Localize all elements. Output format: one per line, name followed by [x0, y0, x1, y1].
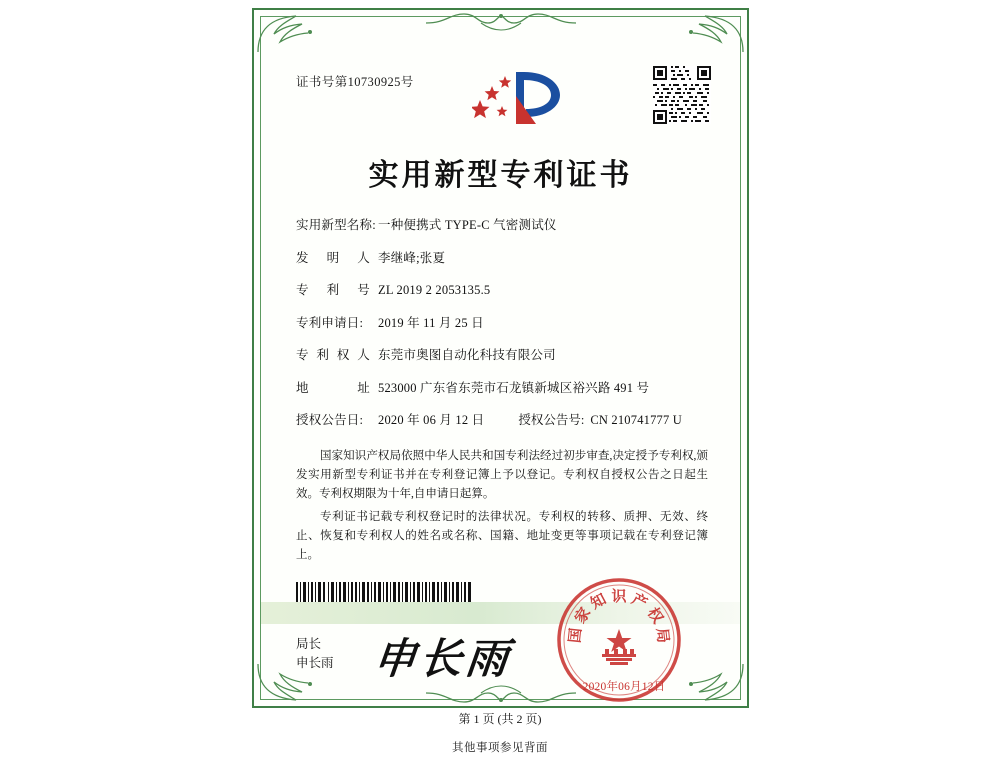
seal-date: 2020年06月12日	[582, 681, 666, 693]
field-list	[296, 215, 716, 443]
legal-text	[296, 447, 708, 569]
field-label: 地址	[296, 380, 370, 395]
field-value: ZL 2019 2 2053135.5	[378, 283, 491, 297]
director-title: 局长	[296, 637, 322, 651]
field-row-grant-announcement	[296, 410, 716, 428]
legal-paragraph-2: 专利证书记载专利权登记时的法律状况。专利权的转移、质押、无效、终止、恢复和专利权人的姓名或名称、国籍、地址变更等事项记载在专利登记簿上。	[296, 511, 708, 561]
field-label: 专利号	[296, 283, 370, 297]
qr-code-icon	[653, 66, 711, 124]
certificate-number: 证书号第10730925号	[296, 75, 414, 89]
footer-note: 其他事项参见背面	[452, 742, 548, 754]
field-value: 523000 广东省东莞市石龙镇新城区裕兴路 491 号	[378, 380, 650, 395]
field-row-application-date	[296, 313, 716, 331]
svg-text:产: 产	[628, 591, 650, 613]
field-row-patent-number	[296, 280, 716, 298]
field-value-grant-number: CN 210741777 U	[590, 413, 683, 427]
field-value-grant-date: 2020 年 06 月 12 日	[378, 413, 485, 427]
field-label-grant-date: 授权公告日:	[296, 413, 364, 427]
field-row-inventor	[296, 248, 716, 266]
field-value: 一种便携式 TYPE-C 气密测试仪	[378, 218, 557, 232]
field-row-patentee	[296, 345, 716, 363]
svg-text:识: 识	[611, 589, 627, 605]
field-value: 2019 年 11 月 25 日	[378, 315, 484, 330]
field-label: 实用新型名称:	[296, 218, 376, 232]
field-value: 东莞市奥图自动化科技有限公司	[378, 348, 556, 362]
svg-text:家: 家	[572, 605, 595, 627]
director-name: 申长雨	[296, 656, 334, 670]
svg-text:权: 权	[643, 605, 666, 627]
legal-paragraph-1: 国家知识产权局依照中华人民共和国专利法经过初步审查,决定授予专利权,颁发实用新型专利证书并在专利登记簿上予以登记。专利权自授权公告之日起生效。专利权期限为十年,自申请日起算。	[296, 450, 708, 500]
field-row-address	[296, 378, 716, 396]
svg-text:局: 局	[653, 627, 671, 644]
top-border-flourish	[426, 10, 576, 36]
field-row-utility-model-name	[296, 215, 716, 233]
field-label: 专利权人	[296, 348, 370, 362]
svg-text:国: 国	[567, 627, 585, 644]
field-label-grant-number: 授权公告号:	[518, 413, 585, 427]
barcode	[296, 582, 472, 604]
certificate-frame	[252, 8, 749, 708]
field-value: 李继峰;张夏	[378, 250, 446, 265]
field-label: 专利申请日:	[296, 315, 364, 330]
director-label	[296, 635, 334, 673]
field-label: 发明人	[296, 250, 370, 265]
cnipa-logo-icon	[472, 66, 564, 128]
page-title: 实用新型专利证书	[368, 159, 633, 192]
svg-text:知: 知	[588, 591, 610, 613]
page-number: 第 1 页 (共 2 页)	[458, 712, 542, 726]
director-handwritten-signature: 申长雨	[371, 637, 515, 683]
